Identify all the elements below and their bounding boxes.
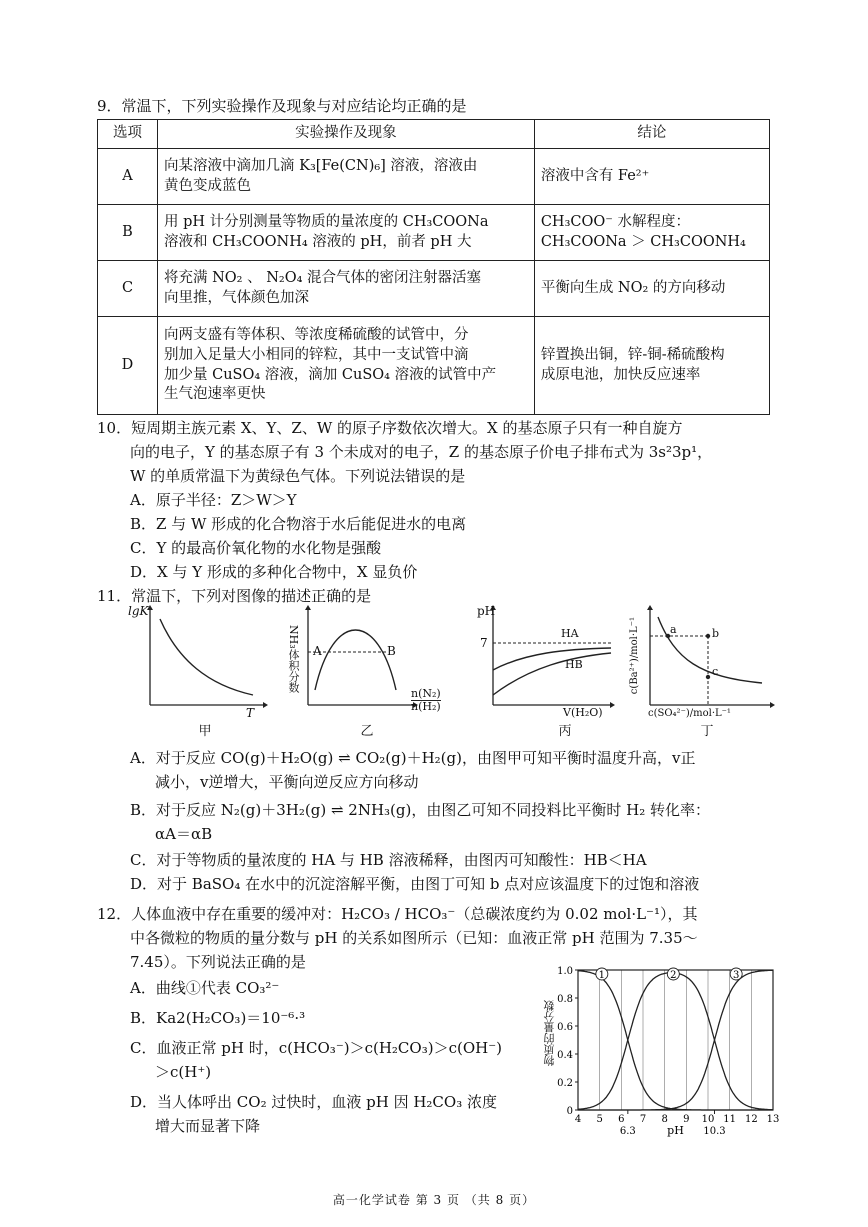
plot-frame [578,970,773,1110]
q12-option-c-line2: ＞c(H⁺) [155,1063,212,1081]
x-tick-label: 4 [574,1114,582,1125]
q12-option-d-line1: D．当人体呼出 CO₂ 过快时，血液 pH 因 H₂CO₃ 浓度 [130,1093,497,1111]
x-label-num: n(N₂) [411,687,441,700]
y-tick-label: 0.4 [557,1050,573,1061]
q9-row-conclusion [534,261,769,317]
y-tick-label: 1.0 [557,966,573,977]
op-line: 用 pH 计分别测量等物质的量浓度的 CH₃COONa [164,213,489,230]
op-line: 黄色变成蓝色 [164,177,251,194]
op-line: 将充满 NO₂ 、 N₂O₄ 混合气体的密闭注射器活塞 [164,269,482,286]
y-label: c(Ba²⁺)/mol·L⁻¹ [629,617,640,695]
x-tick-label: 9 [683,1114,690,1125]
op-line: 溶液和 CH₃COONH₄ 溶液的 pH，前者 pH 大 [164,233,472,250]
caption-jia: 甲 [198,724,212,739]
op-line: 生气泡速率更快 [164,386,266,403]
curve-hb [493,653,611,695]
conc-line: CH₃COO⁻ 水解程度： [540,213,691,230]
op-line: 向某溶液中滴加几滴 K₃[Fe(CN)₆] 溶液，溶液由 [164,157,478,174]
q11-option-d: D．对于 BaSO₄ 在水中的沉淀溶解平衡，由图丁可知 b 点对应该温度下的过饱和溶液 [130,875,700,893]
q10-option-b: B．Z 与 W 形成的化合物溶于水后能促进水的电离 [130,515,467,533]
x-extra-tick-label: 10.3 [703,1126,726,1137]
x-tick-label: 13 [766,1114,780,1125]
q11-option-c: C．对于等物质的量浓度的 HA 与 HB 溶液稀释，由图丙可知酸性：HB＜HA [130,851,647,869]
series-line [578,970,773,1110]
y-arrow [305,605,311,610]
x-label-den: n(H₂) [411,700,441,714]
q9-row-operation [158,149,535,205]
q9-row-label: C [98,261,158,317]
caption-ding: 丁 [700,724,714,739]
q11-option-a-line1: A．对于反应 CO(g)＋H₂O(g) ⇌ CO₂(g)＋H₂(g)，由图甲可知平衡时温度升高，v正 [130,749,696,767]
point-c-label: c [712,665,719,678]
curve [160,619,253,695]
x-tick-label: 10 [701,1114,715,1125]
q10-stem-line: 10．短周期主族元素 X、Y、Z、W 的原子序数依次增大。X 的基态原子只有一种自旋方 [97,419,683,437]
y-axis-label: 物质的量分数 [543,1000,556,1066]
q11-option-a-line2: 减小，v逆增大，平衡向逆反应方向移动 [155,773,419,791]
q10-option-c: C．Y 的最高价氧化物的水化物是强酸 [130,539,382,557]
series-line [578,973,773,1110]
x-tick-label: 7 [639,1114,647,1125]
conc-line: CH₃COONa ＞ CH₃COONH₄ [540,233,746,250]
y-label: lgK [128,604,149,618]
table-row [98,205,770,261]
point-a-label: a [670,623,677,636]
series-label: 3 [732,970,740,981]
q10-stem-line: W 的单质常温下为黄绿色气体。下列说法错误的是 [130,467,466,485]
conc-line: 溶液中含有 Fe²⁺ [540,167,650,184]
y-tick-label: 0.6 [557,1022,573,1033]
x-arrow [770,702,775,708]
series-line [578,971,773,1110]
q12-option-b: B．Ka2(H₂CO₃)＝10⁻⁶·³ [130,1009,306,1027]
q12-stem-line: 7.45）。下列说法正确的是 [130,953,306,971]
q12-stem-line: 12．人体血液中存在重要的缓冲对：H₂CO₃ / HCO₃⁻（总碳浓度约为 0.02 mol·L⁻¹），其 [97,905,698,923]
graph-jia-svg [128,605,268,720]
curve-ha [493,648,611,670]
q9-row-label: A [98,149,158,205]
x-label: T [246,706,255,720]
x-label: V(H₂O) [563,706,603,719]
q11-option-b-line2: αA＝αB [155,825,213,843]
y-label: NH₃体积分数 [287,625,300,693]
q9-row-operation [158,317,535,415]
q9-header-option: 选项 [98,120,158,149]
op-line: 向里推，气体颜色加深 [164,289,309,306]
q10-stem-line: 向的电子，Y 的基态原子有 3 个未成对的电子，Z 的基态原子价电子排布式为 3s²3p¹， [130,443,713,461]
q12-option-c-line1: C．血液正常 pH 时，c(HCO₃⁻)＞c(H₂CO₃)＞c(OH⁻) [130,1039,502,1057]
conc-line: 锌置换出铜，锌-铜-稀硫酸构 [540,346,725,363]
q9-row-label: B [98,205,158,261]
q9-row-conclusion [534,205,769,261]
table-row [98,317,770,415]
y-tick-label: 0 [566,1106,573,1117]
caption-bing: 丙 [558,724,572,739]
caption-yi: 乙 [360,724,374,739]
op-line: 向两支盛有等体积、等浓度稀硫酸的试管中，分 [164,327,469,344]
q9-header-row [98,120,770,149]
op-line: 别加入足量大小相同的锌粒，其中一支试管中滴 [164,346,469,363]
x-extra-tick-label: 6.3 [619,1126,636,1137]
table-row [98,149,770,205]
graph-jia [128,605,268,720]
q9-table [97,119,770,415]
graph-ding [630,605,780,725]
x-label: c(SO₄²⁻)/mol·L⁻¹ [648,708,731,719]
q9-header-conclusion: 结论 [534,120,769,149]
q10-option-d: D．X 与 Y 形成的多种化合物中，X 显负价 [130,563,418,581]
table-row [98,261,770,317]
x-tick-label: 12 [744,1114,758,1125]
series-ha-label: HA [561,627,579,640]
q9-row-operation [158,261,535,317]
conc-line: 成原电池，加快反应速率 [540,366,701,383]
op-line: 加少量 CuSO₄ 溶液，滴加 CuSO₄ 溶液的试管中产 [164,366,497,383]
y-label: pH [477,604,496,618]
q9-row-label: D [98,317,158,415]
q12-stem-line: 中各微粒的物质的量分数与 pH 的关系如图所示（已知：血液正常 pH 范围为 7.35～ [130,929,698,947]
tick-7: 7 [480,636,488,650]
y-tick-label: 0.8 [557,994,573,1005]
q9-row-conclusion [534,149,769,205]
q12-option-a: A．曲线①代表 CO₃²⁻ [130,979,280,997]
q9-row-operation [158,205,535,261]
point-b [706,634,710,638]
x-arrow [610,702,615,708]
x-tick-label: 5 [596,1114,603,1125]
x-label [411,688,441,713]
x-tick-label: 11 [723,1114,737,1125]
point-b-label: b [712,627,720,640]
q10-option-a: A．原子半径：Z＞W＞Y [130,491,297,509]
q12-chart-svg [542,960,782,1145]
graph-bing [475,605,620,725]
x-arrow [263,702,268,708]
q9-stem: 9．常温下，下列实验操作及现象与对应结论均正确的是 [97,97,467,115]
q9-row-conclusion [534,317,769,415]
x-tick-label: 8 [661,1114,668,1125]
q11-stem: 11．常温下，下列对图像的描述正确的是 [97,587,372,605]
point-c [706,675,710,679]
graph-yi [283,605,448,725]
point-a-label: A [313,644,322,658]
series-hb-label: HB [565,658,583,671]
conc-line: 平衡向生成 NO₂ 的方向移动 [540,279,726,296]
q9-header-operation: 实验操作及现象 [158,120,535,149]
page-footer: 高一化学试卷 第 3 页 （共 8 页） [332,1193,536,1207]
series-label: 1 [598,970,606,981]
curve [315,630,396,690]
y-arrow [647,605,653,610]
x-tick-label: 6 [618,1114,625,1125]
q12-chart [542,960,782,1145]
series-label: 2 [670,970,677,981]
q12-option-d-line2: 增大而显著下降 [155,1117,261,1135]
x-axis-label: pH [667,1124,684,1137]
y-tick-label: 0.2 [557,1078,573,1089]
point-b-label: B [387,644,396,658]
q11-option-b-line1: B．对于反应 N₂(g)＋3H₂(g) ⇌ 2NH₃(g)，由图乙可知不同投料比平衡时 H₂ 转化率： [130,801,710,819]
